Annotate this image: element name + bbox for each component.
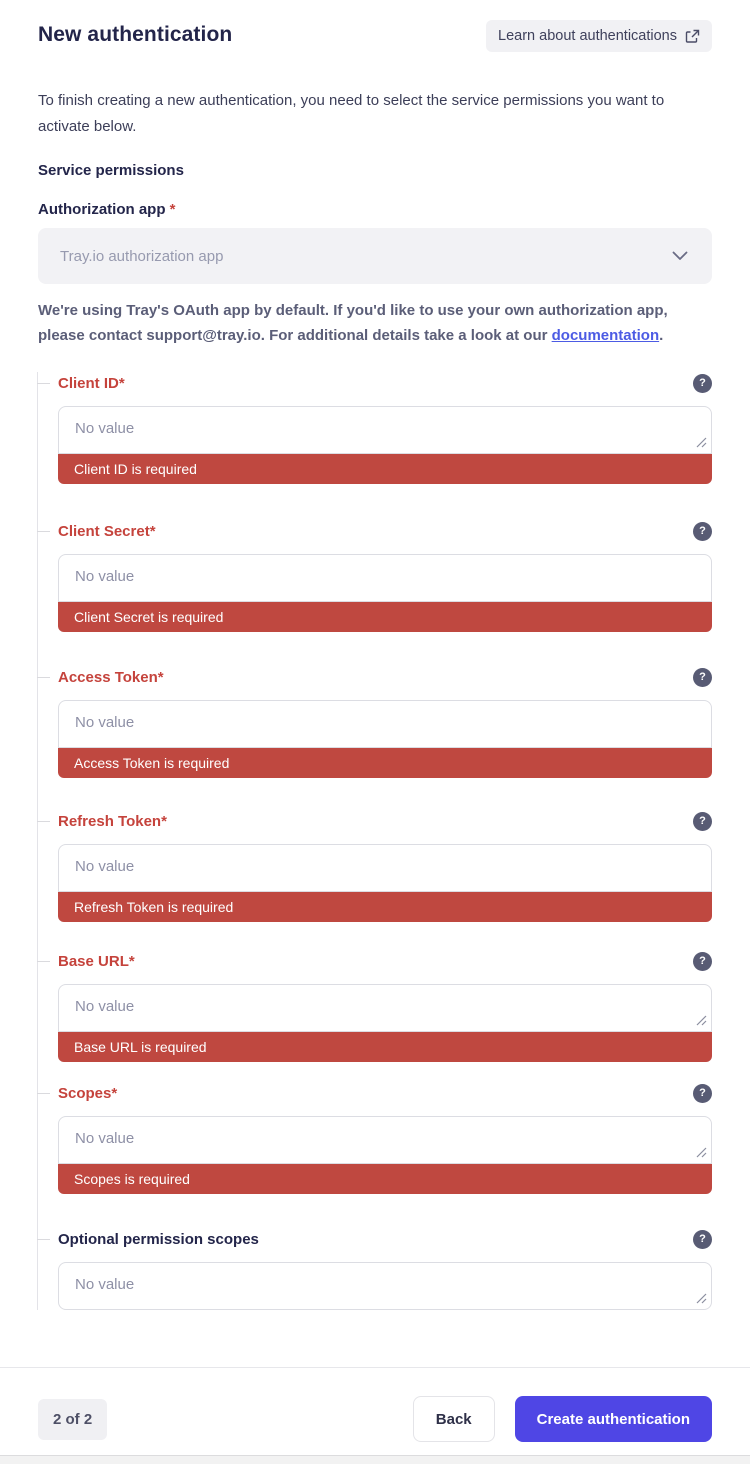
footer-divider: [0, 1367, 750, 1368]
learn-about-authentications-button[interactable]: [486, 20, 712, 52]
error-banner-base-url: Base URL is required: [58, 1032, 712, 1062]
tree-dash: [37, 531, 50, 532]
learn-button-label: Learn about authentications: [498, 28, 677, 44]
help-icon[interactable]: ?: [693, 1230, 712, 1249]
access-token-input[interactable]: [58, 700, 712, 748]
optional-permission-scopes-input[interactable]: [58, 1262, 712, 1310]
service-permissions-heading: Service permissions: [38, 162, 184, 179]
field-scopes: [58, 1082, 712, 1194]
tree-dash: [37, 1239, 50, 1240]
help-icon[interactable]: ?: [693, 522, 712, 541]
documentation-link[interactable]: documentation: [551, 327, 660, 344]
client-id-input[interactable]: [58, 406, 712, 454]
help-icon[interactable]: ?: [693, 1084, 712, 1103]
help-icon[interactable]: ?: [693, 668, 712, 687]
intro-text: To finish creating a new authentication, you need to select the service permissions you want to activate below.: [38, 92, 665, 135]
field-label-refresh-token: Refresh Token*: [58, 812, 167, 830]
step-indicator-badge: 2 of 2: [38, 1399, 107, 1440]
create-authentication-button[interactable]: Create authentication: [515, 1396, 712, 1442]
chevron-down-icon: [672, 251, 688, 261]
dialog-footer: [0, 1396, 750, 1442]
error-banner-client-secret: Client Secret is required: [58, 602, 712, 632]
external-link-icon: [685, 29, 700, 44]
service-permission-fields: [37, 372, 712, 1310]
field-client-id: [58, 372, 712, 484]
tree-dash: [37, 961, 50, 962]
note-period: .: [659, 327, 664, 344]
help-icon[interactable]: ?: [693, 812, 712, 831]
field-label-optional-permission-scopes: Optional permission scopes: [58, 1230, 259, 1248]
note-text: We're using Tray's OAuth app by default. If you'd like to use your own authorization app, please contact support@tray.io. For additional details take a look at our: [38, 302, 668, 344]
error-banner-refresh-token: Refresh Token is required: [58, 892, 712, 922]
page-title: New authentication: [38, 23, 233, 46]
oauth-default-note: [38, 298, 712, 348]
tree-dash: [37, 821, 50, 822]
refresh-token-input[interactable]: [58, 844, 712, 892]
tree-dash: [37, 1093, 50, 1094]
base-url-input[interactable]: [58, 984, 712, 1032]
field-access-token: [58, 666, 712, 778]
authorization-app-select[interactable]: [38, 228, 712, 284]
dialog-header: [0, 0, 750, 52]
error-banner-scopes: Scopes is required: [58, 1164, 712, 1194]
field-label-client-id: Client ID*: [58, 374, 125, 392]
required-asterisk: *: [169, 201, 176, 218]
field-client-secret: [58, 520, 712, 632]
field-label-access-token: Access Token*: [58, 668, 164, 686]
tree-dash: [37, 677, 50, 678]
field-label-scopes: Scopes*: [58, 1084, 118, 1102]
help-icon[interactable]: ?: [693, 374, 712, 393]
page-background-strip: [0, 1455, 750, 1464]
field-label-client-secret: Client Secret*: [58, 522, 156, 540]
authorization-app-selected-value: Tray.io authorization app: [60, 247, 224, 265]
field-label-base-url: Base URL*: [58, 952, 135, 970]
client-secret-input[interactable]: [58, 554, 712, 602]
help-icon[interactable]: ?: [693, 952, 712, 971]
authorization-app-label: Authorization app *: [38, 201, 176, 218]
field-optional-permission-scopes: [58, 1228, 712, 1310]
back-button[interactable]: Back: [413, 1396, 495, 1442]
scopes-input[interactable]: [58, 1116, 712, 1164]
error-banner-client-id: Client ID is required: [58, 454, 712, 484]
field-base-url: [58, 950, 712, 1062]
tree-dash: [37, 383, 50, 384]
field-refresh-token: [58, 810, 712, 922]
error-banner-access-token: Access Token is required: [58, 748, 712, 778]
